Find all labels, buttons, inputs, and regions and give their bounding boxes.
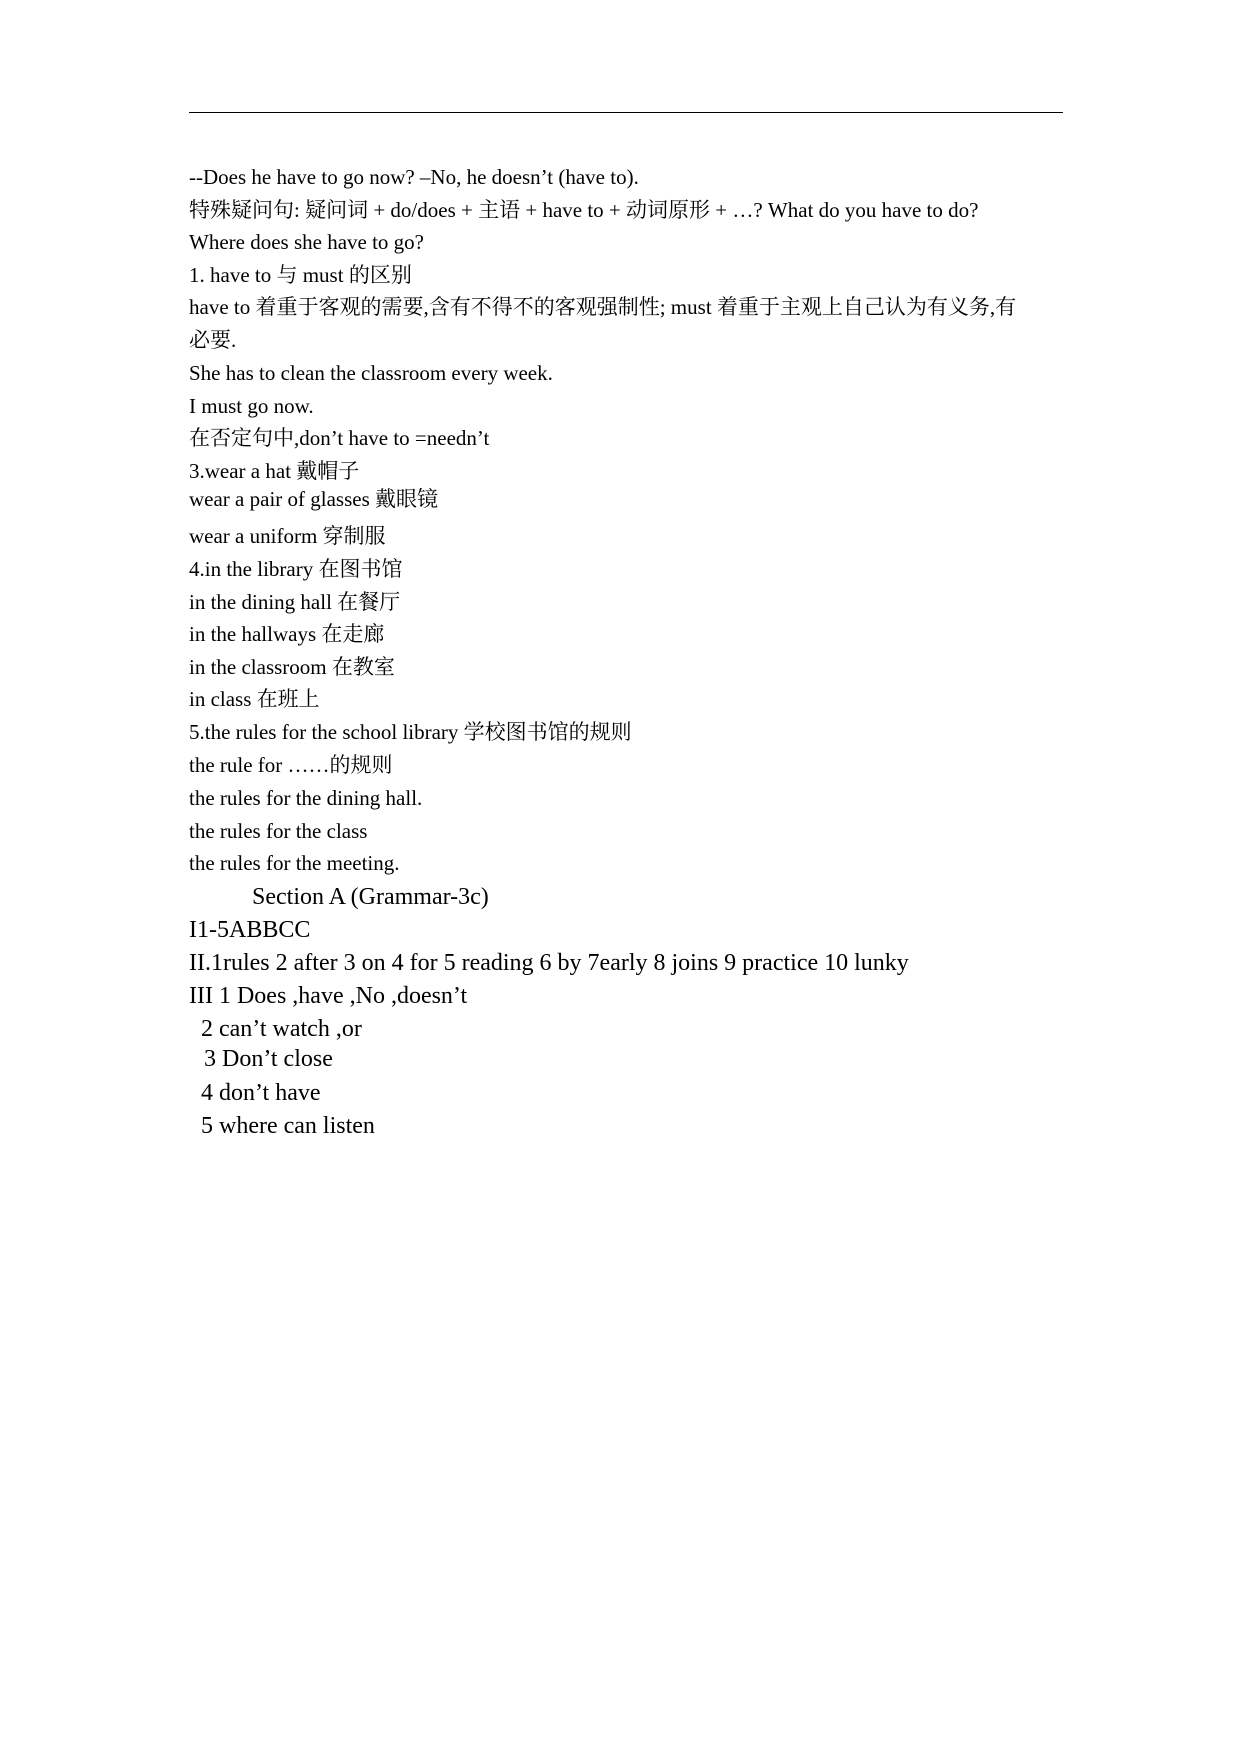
text-line-8: I must go now. [189,394,314,418]
text-line-7: She has to clean the classroom every week. [189,361,553,385]
text-line-4: 1. have to 与 must 的区别 [189,263,412,287]
text-line-11: wear a pair of glasses 戴眼镜 [189,487,439,511]
answer-line-4: 2 can’t watch ,or [201,1016,362,1042]
header-rule [189,112,1063,113]
text-line-14: in the dining hall 在餐厅 [189,590,401,614]
text-line-21: the rules for the class [189,819,368,843]
text-line-18: 5.the rules for the school library 学校图书馆的规则 [189,720,632,744]
text-line-3: Where does she have to go? [189,230,424,254]
answer-line-1: I1-5ABBCC [189,917,311,943]
text-line-6: 必要. [189,328,237,352]
answer-line-2: II.1rules 2 after 3 on 4 for 5 reading 6 by 7early 8 joins 9 practice 10 lunky [189,950,909,976]
text-line-17: in class 在班上 [189,687,320,711]
text-line-1: --Does he have to go now? –No, he doesn’t (have to). [189,165,639,189]
answer-line-3: III 1 Does ,have ,No ,doesn’t [189,983,468,1009]
answer-line-7: 5 where can listen [201,1113,375,1139]
text-line-20: the rules for the dining hall. [189,786,423,810]
text-line-9: 在否定句中,don’t have to =needn’t [189,426,490,450]
text-line-2: 特殊疑问句: 疑问词 + do/does + 主语 + have to + 动词原形 + …? What do you have to do? [189,198,979,222]
text-line-12: wear a uniform 穿制服 [189,524,386,548]
text-line-22: the rules for the meeting. [189,851,400,875]
answer-line-6: 4 don’t have [201,1080,321,1106]
answer-line-5: 3 Don’t close [204,1046,333,1072]
text-line-5: have to 着重于客观的需要,含有不得不的客观强制性; must 着重于主观上自己认为有义务,有 [189,295,1017,319]
text-line-15: in the hallways 在走廊 [189,622,385,646]
text-line-10: 3.wear a hat 戴帽子 [189,459,360,483]
text-line-16: in the classroom 在教室 [189,655,395,679]
section-heading: Section A (Grammar-3c) [252,884,489,910]
text-line-13: 4.in the library 在图书馆 [189,557,403,581]
text-line-19: the rule for ……的规则 [189,753,393,777]
